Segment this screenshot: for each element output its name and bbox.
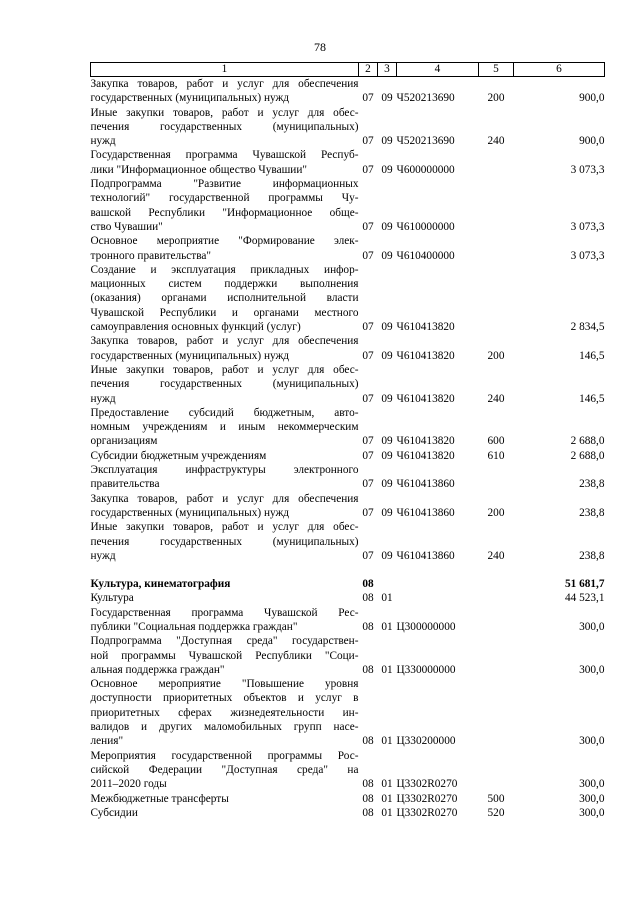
expense-type-code-cell <box>479 606 514 635</box>
table-row <box>91 749 605 792</box>
item-name-line: Подпрограмма "Доступная среда" государствен- <box>90 635 359 648</box>
item-name-line: ство Чувашии" <box>90 220 163 233</box>
amount-cell: 3 073,3 <box>570 220 605 233</box>
subsection-code-cell: 09 <box>381 220 393 233</box>
expense-type-code-cell: 500 <box>487 792 505 805</box>
expense-type-code-cell: 240 <box>487 549 505 562</box>
item-name-cell <box>91 334 359 363</box>
item-name-cell <box>91 263 359 334</box>
target-article-code-cell: Ч520213690 <box>396 135 455 148</box>
table-row <box>91 463 605 492</box>
table-row <box>91 406 605 449</box>
amount-cell: 3 073,3 <box>570 249 605 262</box>
item-name-line: Субсидии <box>90 806 138 819</box>
amount-cell: 300,0 <box>579 792 605 805</box>
item-name-cell <box>91 492 359 521</box>
item-name-line: Межбюджетные трансферты <box>90 792 229 805</box>
subsection-code-cell: 09 <box>381 478 393 491</box>
target-article-code-cell: Ц330200000 <box>396 735 456 748</box>
expense-type-code-cell: 240 <box>487 135 505 148</box>
item-name-line: Создание и эксплуатация прикладных инфор- <box>90 263 359 276</box>
table-row <box>91 520 605 563</box>
item-name-line: лики "Информационное общество Чувашии" <box>90 163 308 176</box>
item-name-line: нужд <box>90 135 116 148</box>
expense-type-code-cell <box>479 463 514 492</box>
item-name-line: Закупка товаров, работ и услуг для обеспечения <box>90 492 359 505</box>
target-article-code-cell: Ц300000000 <box>396 620 456 633</box>
item-name-line: Культура <box>90 592 134 605</box>
target-article-code-cell: Ц330000000 <box>396 663 456 676</box>
section-code-cell: 08 <box>362 735 374 748</box>
expense-type-code-cell <box>479 749 514 792</box>
table-row <box>91 334 605 363</box>
header-col-6: 6 <box>514 63 605 77</box>
amount-cell: 300,0 <box>579 620 605 633</box>
amount-cell: 300,0 <box>579 735 605 748</box>
table-row <box>91 363 605 406</box>
item-name-line: государственных (муниципальных) нужд <box>90 92 290 105</box>
section-code-cell: 08 <box>362 663 374 676</box>
target-article-code-cell: Ч610413820 <box>396 392 455 405</box>
target-article-code-cell: Ч520213690 <box>396 92 455 105</box>
item-name-line: ной программы Чувашской Республики "Соци- <box>90 649 359 662</box>
amount-cell: 146,5 <box>579 392 605 405</box>
item-name-cell <box>91 177 359 234</box>
table-row <box>91 806 605 820</box>
item-name-cell <box>91 677 359 748</box>
target-article-code-cell <box>397 591 479 605</box>
expense-type-code-cell <box>479 591 514 605</box>
table-row <box>91 148 605 177</box>
item-name-line: технологий" государственной программы Чу- <box>90 192 359 205</box>
item-name-cell <box>91 520 359 563</box>
expense-type-code-cell: 240 <box>487 392 505 405</box>
subsection-code-cell: 01 <box>381 663 393 676</box>
subsection-code-cell: 09 <box>381 349 393 362</box>
amount-cell: 300,0 <box>579 778 605 791</box>
item-name-line: Закупка товаров, работ и услуг для обеспечения <box>90 78 359 90</box>
section-code-cell: 07 <box>362 506 374 519</box>
item-name-line: Иные закупки товаров, работ и услуг для обес- <box>90 363 359 376</box>
section-code-cell: 07 <box>362 92 374 105</box>
target-article-code-cell: Ц3302R0270 <box>396 778 458 791</box>
page-number: 78 <box>314 40 326 54</box>
table-row <box>91 177 605 234</box>
table-row <box>91 577 605 591</box>
section-code-cell: 08 <box>362 592 374 605</box>
table-row <box>91 606 605 635</box>
item-name-cell <box>91 449 359 463</box>
target-article-code-cell: Ч610413860 <box>396 478 455 491</box>
item-name-cell <box>91 806 359 820</box>
amount-cell: 2 688,0 <box>570 435 605 448</box>
target-article-code-cell: Ч610413820 <box>396 349 455 362</box>
subsection-code-cell: 09 <box>381 392 393 405</box>
section-code-cell: 07 <box>362 449 374 462</box>
subsection-code-cell: 09 <box>381 321 393 334</box>
item-name-cell <box>91 792 359 806</box>
section-code-cell: 08 <box>362 778 374 791</box>
section-code-cell: 07 <box>362 392 374 405</box>
table-row <box>91 263 605 334</box>
item-name-line: Предоставление субсидий бюджетным, авто- <box>90 406 359 419</box>
amount-cell: 44 523,1 <box>564 592 605 605</box>
expense-type-code-cell <box>479 234 514 263</box>
expense-type-code-cell: 200 <box>487 349 505 362</box>
target-article-code-cell: Ц3302R0270 <box>396 806 458 819</box>
item-name-line: номным учреждениям и иным некоммерческим <box>90 421 359 434</box>
subsection-code-cell <box>378 577 397 591</box>
amount-cell: 238,8 <box>579 549 605 562</box>
table-row <box>91 591 605 605</box>
expense-type-code-cell: 200 <box>487 92 505 105</box>
table-row <box>91 492 605 521</box>
subsection-code-cell: 01 <box>381 792 393 805</box>
item-name-line: нужд <box>90 549 116 562</box>
expense-type-code-cell: 200 <box>487 506 505 519</box>
header-col-5: 5 <box>479 63 514 77</box>
item-name-line: 2011–2020 годы <box>90 778 167 791</box>
expense-type-code-cell <box>479 263 514 334</box>
item-name-line: Иные закупки товаров, работ и услуг для обес- <box>90 106 359 119</box>
section-code-cell: 08 <box>362 806 374 819</box>
item-name-cell <box>91 77 359 106</box>
subsection-code-cell: 09 <box>381 135 393 148</box>
section-code-cell: 07 <box>362 435 374 448</box>
item-name-cell <box>91 463 359 492</box>
table-row <box>91 106 605 149</box>
item-name-line: самоуправления основных функций (услуг) <box>90 321 301 334</box>
item-name-line: печения государственных (муниципальных) <box>90 378 359 391</box>
header-col-3: 3 <box>378 63 397 77</box>
expense-type-code-cell <box>479 148 514 177</box>
item-name-cell <box>91 577 359 591</box>
item-name-line: тронного правительства" <box>90 249 212 262</box>
item-name-line: Мероприятия государственной программы Рос- <box>90 749 359 762</box>
amount-cell: 900,0 <box>579 92 605 105</box>
item-name-line: приоритетных сферах жизнедеятельности ин- <box>90 706 359 719</box>
target-article-code-cell: Ч610413860 <box>396 506 455 519</box>
amount-cell: 51 681,7 <box>564 578 605 591</box>
table-row <box>91 677 605 748</box>
table-row <box>91 77 605 106</box>
item-name-cell <box>91 406 359 449</box>
table-row <box>91 234 605 263</box>
expense-type-code-cell <box>479 177 514 234</box>
item-name-line: мационных систем поддержки выполнения <box>90 278 359 291</box>
subsection-code-cell: 09 <box>381 435 393 448</box>
item-name-line: Эксплуатация инфраструктуры электронного <box>90 464 359 477</box>
item-name-line: Культура, кинематография <box>90 578 231 591</box>
target-article-code-cell: Ч610413860 <box>396 549 455 562</box>
amount-cell: 238,8 <box>579 478 605 491</box>
item-name-line: сийской Федерации "Доступная среда" на <box>90 763 359 776</box>
subsection-code-cell: 09 <box>381 449 393 462</box>
item-name-line: вашской Республики "Информационное обще- <box>90 206 359 219</box>
amount-cell: 2 688,0 <box>570 449 605 462</box>
expense-type-code-cell <box>479 677 514 748</box>
target-article-code-cell <box>397 577 479 591</box>
amount-cell: 900,0 <box>579 135 605 148</box>
subsection-code-cell: 01 <box>381 735 393 748</box>
item-name-line: альная поддержка граждан" <box>90 663 225 676</box>
section-code-cell: 08 <box>362 578 374 591</box>
item-name-line: Закупка товаров, работ и услуг для обеспечения <box>90 335 359 348</box>
item-name-line: Основное мероприятие "Повышение уровня <box>90 678 359 691</box>
item-name-line: Государственная программа Чувашской Рес- <box>90 606 359 619</box>
item-name-cell <box>91 606 359 635</box>
table-row <box>91 449 605 463</box>
item-name-line: организациям <box>90 435 158 448</box>
item-name-line: доступности приоритетных объектов и услуг в <box>90 692 359 705</box>
table-header-row <box>91 63 605 77</box>
amount-cell: 146,5 <box>579 349 605 362</box>
item-name-line: (оказания) органами исполнительной власти <box>90 292 359 305</box>
subsection-code-cell: 01 <box>381 806 393 819</box>
expense-type-code-cell: 610 <box>487 449 505 462</box>
item-name-line: Основное мероприятие "Формирование элек- <box>90 235 359 248</box>
header-col-2: 2 <box>359 63 378 77</box>
item-name-line: Подпрограмма "Развитие информационных <box>90 178 359 191</box>
header-col-1: 1 <box>91 63 359 77</box>
subsection-code-cell: 09 <box>381 506 393 519</box>
target-article-code-cell: Ц3302R0270 <box>396 792 458 805</box>
item-name-line: нужд <box>90 392 116 405</box>
expense-type-code-cell: 600 <box>487 435 505 448</box>
item-name-cell <box>91 363 359 406</box>
expense-type-code-cell <box>479 634 514 677</box>
item-name-cell <box>91 148 359 177</box>
item-name-cell <box>91 591 359 605</box>
table-row <box>91 634 605 677</box>
amount-cell: 3 073,3 <box>570 163 605 176</box>
target-article-code-cell: Ч600000000 <box>396 163 455 176</box>
subsection-code-cell: 01 <box>381 592 393 605</box>
item-name-line: печения государственных (муниципальных) <box>90 120 359 133</box>
section-code-cell: 08 <box>362 792 374 805</box>
section-code-cell: 07 <box>362 163 374 176</box>
target-article-code-cell: Ч610413820 <box>396 449 455 462</box>
item-name-line: государственных (муниципальных) нужд <box>90 349 290 362</box>
spacer-cell <box>91 563 605 577</box>
amount-cell: 300,0 <box>579 663 605 676</box>
item-name-line: печения государственных (муниципальных) <box>90 535 359 548</box>
item-name-cell <box>91 106 359 149</box>
amount-cell: 238,8 <box>579 506 605 519</box>
section-code-cell: 08 <box>362 620 374 633</box>
item-name-line: публики "Социальная поддержка граждан" <box>90 620 298 633</box>
budget-table <box>90 62 605 820</box>
section-code-cell: 07 <box>362 321 374 334</box>
item-name-line: валидов и других маломобильных групп насе- <box>90 721 359 734</box>
amount-cell: 2 834,5 <box>570 321 605 334</box>
amount-cell: 300,0 <box>579 806 605 819</box>
item-name-cell <box>91 634 359 677</box>
subsection-code-cell: 01 <box>381 778 393 791</box>
subsection-code-cell: 09 <box>381 549 393 562</box>
section-code-cell: 07 <box>362 249 374 262</box>
item-name-line: государственных (муниципальных) нужд <box>90 506 290 519</box>
table-row <box>91 792 605 806</box>
target-article-code-cell: Ч610400000 <box>396 249 455 262</box>
subsection-code-cell: 09 <box>381 249 393 262</box>
item-name-line: правительства <box>90 478 160 491</box>
target-article-code-cell: Ч610000000 <box>396 220 455 233</box>
section-code-cell: 07 <box>362 220 374 233</box>
expense-type-code-cell: 520 <box>487 806 505 819</box>
spacer-row <box>91 563 605 577</box>
item-name-line: Субсидии бюджетным учреждениям <box>90 449 267 462</box>
item-name-line: Иные закупки товаров, работ и услуг для обес- <box>90 521 359 534</box>
section-code-cell: 07 <box>362 549 374 562</box>
item-name-line: Государственная программа Чувашской Респуб- <box>90 149 359 162</box>
table-body <box>91 77 605 821</box>
subsection-code-cell: 09 <box>381 92 393 105</box>
item-name-line: Чувашской Республики и органами местного <box>90 306 359 319</box>
item-name-cell <box>91 234 359 263</box>
item-name-cell <box>91 749 359 792</box>
expense-type-code-cell <box>479 577 514 591</box>
target-article-code-cell: Ч610413820 <box>396 435 455 448</box>
target-article-code-cell: Ч610413820 <box>396 321 455 334</box>
section-code-cell: 07 <box>362 135 374 148</box>
section-code-cell: 07 <box>362 478 374 491</box>
subsection-code-cell: 01 <box>381 620 393 633</box>
section-code-cell: 07 <box>362 349 374 362</box>
subsection-code-cell: 09 <box>381 163 393 176</box>
item-name-line: ления" <box>90 735 124 748</box>
header-col-4: 4 <box>397 63 479 77</box>
